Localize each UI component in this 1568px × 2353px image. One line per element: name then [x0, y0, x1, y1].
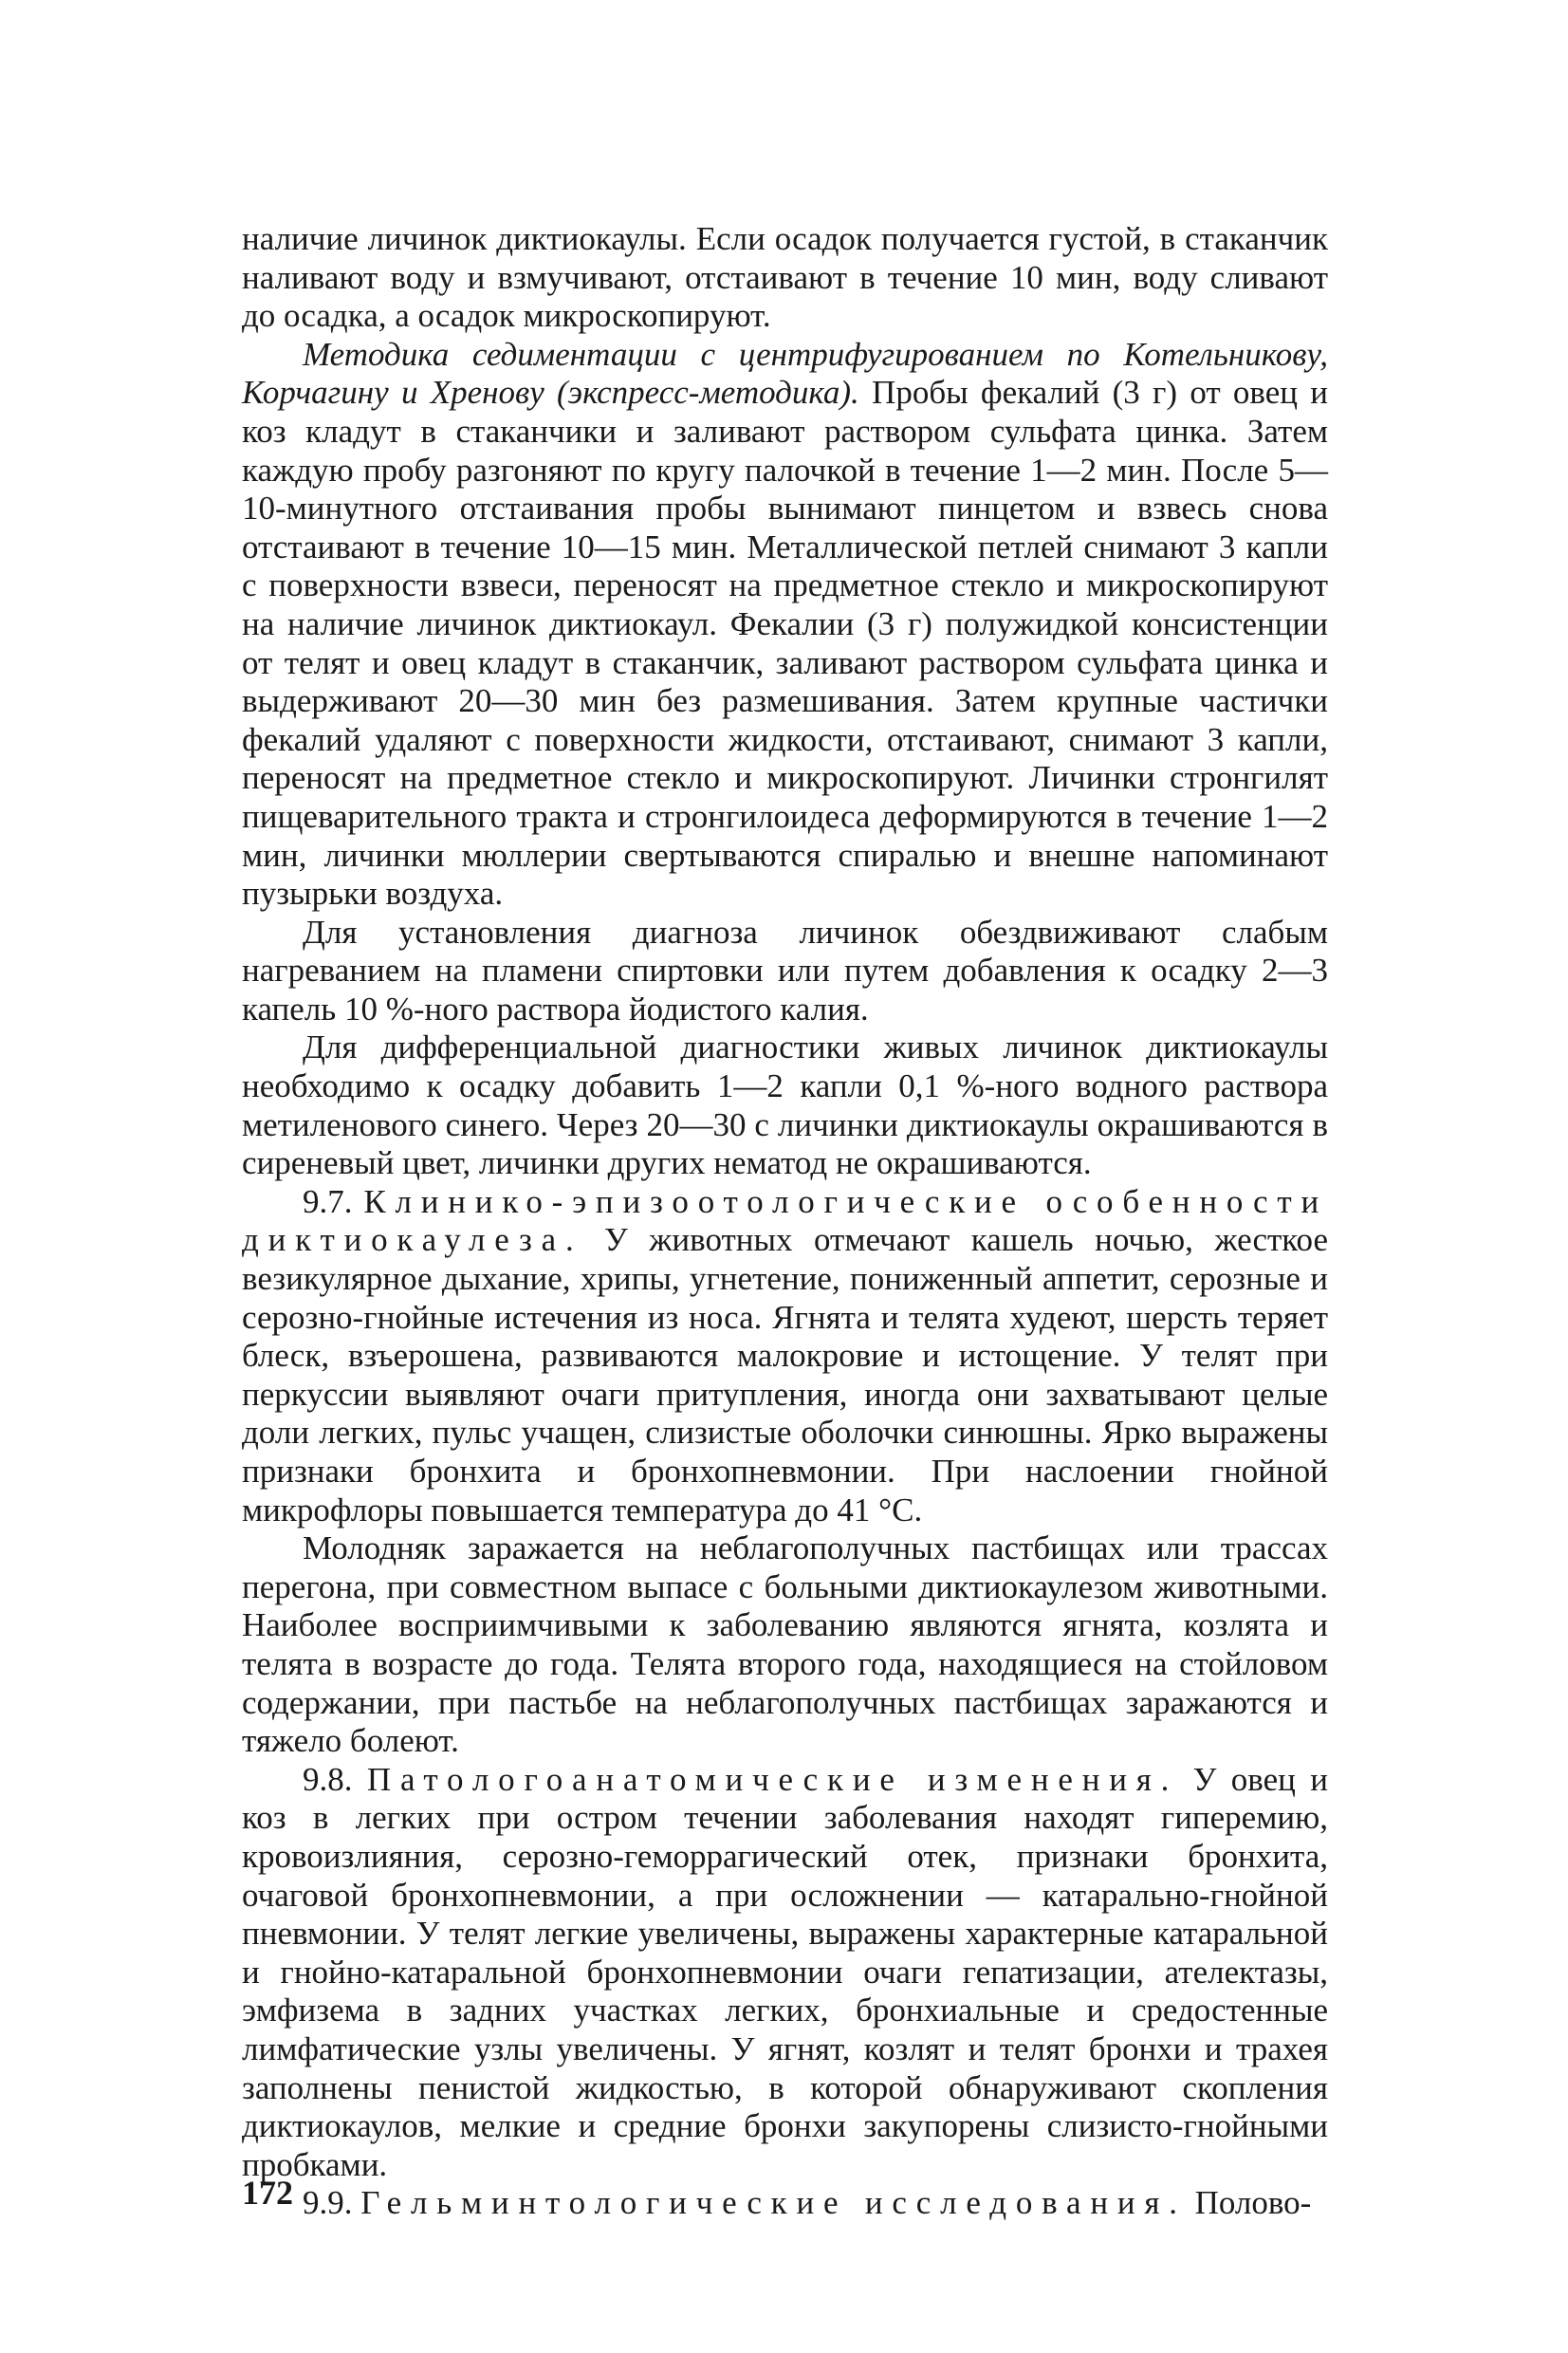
- paragraph-immobilization: Для установления диагноза личинок обездвиживают слабым нагреванием на пламени спиртовки или путем добавления к осадку 2—3 капель 10 %-ного раствора йодистого калия.: [242, 913, 1328, 1028]
- section-9-9-text: Полово-: [1186, 2184, 1312, 2222]
- express-method-text: Пробы фекалий (3 г) от овец и коз кладут в стаканчики и заливают раствором сульфата цинка. Затем каждую пробу разгоняют по кругу палочкой в течение 1—2 мин. После 5—10-минутного отстаивания пробы вынимают пинцетом и взвесь снова отстаивают в течение 10—15 мин. Металлической петлей снимают 3 капли с поверхности взвеси, переносят на предметное стекло и микроскопируют на наличие личинок диктиокаул. Фекалии (3 г) полужидкой консистенции от телят и овец кладут в стаканчик, заливают раствором сульфата цинка и выдерживают 20—30 мин без размешивания. Затем крупные частички фекалий удаляют с поверхности жидкости, отстаивают, снимают 3 капли, переносят на предметное стекло и микроскопируют. Личинки стронгилят пищеварительного тракта и стронгилоидеса деформируются в течение 1—2 мин, личинки мюллерии свертываются спиралью и внешне напоминают пузырьки воздуха.: [242, 374, 1329, 913]
- express-method-heading: Методика седиментации с центрифугированием по Котельникову, Корчагину и Хренову (экспресс-методика).: [242, 335, 1328, 412]
- page-number: 172: [242, 2174, 293, 2212]
- section-9-8-text: У овец и коз в легких при остром течении заболевания находят гиперемию, кровоизлияния, серозно-геморрагический отек, признаки бронхита, очаговой бронхопневмонии, а при осложнении — катарально-гнойной пневмонии. У телят легкие увеличены, выражены характерные катаральной и гнойно-катаральной бронхопневмонии очаги гепатизации, ателектазы, эмфизема в задних участках легких, бронхиальные и средостенные лимфатические узлы увеличены. У ягнят, козлят и телят бронхи и трахея заполнены пенистой жидкостью, в которой обнаруживают скопления диктиокаулов, мелкие и средние бронхи закупорены слизисто-гнойными пробками.: [242, 1760, 1328, 2183]
- section-9-9-number: 9.9.: [303, 2184, 361, 2222]
- section-9-9: [242, 2184, 1328, 2223]
- section-9-8: [242, 1761, 1328, 2185]
- section-9-7-heading: Клинико-эпизоотологические особенности диктиокаулеза.: [242, 1182, 1328, 1259]
- body-text: [242, 220, 1328, 2223]
- section-9-7-text: У животных отмечают кашель ночью, жесткое везикулярное дыхание, хрипы, угнетение, пониженный аппетит, серозные и серозно-гнойные истечения из носа. Ягнята и телята худеют, шерсть теряет блеск, взъерошена, развиваются малокровие и истощение. У телят при перкуссии выявляют очаги притупления, иногда они захватывают целые доли легких, пульс учащен, слизистые оболочки синюшны. Ярко выражены признаки бронхита и бронхопневмонии. При наслоении гнойной микрофлоры повышается температура до 41 °С.: [242, 1221, 1328, 1529]
- paragraph-differential-diagnosis: Для дифференциальной диагностики живых личинок диктиокаулы необходимо к осадку добавить 1—2 капли 0,1 %-ного водного раствора метиленового синего. Через 20—30 с личинки диктиокаулы окрашиваются в сиреневый цвет, личинки других нематод не окрашиваются.: [242, 1028, 1328, 1182]
- paragraph-express-method: [242, 336, 1328, 914]
- section-9-7: [242, 1183, 1328, 1529]
- paragraph-young-animals: Молодняк заражается на неблагополучных пастбищах или трассах перегона, при совместном выпасе с больными диктиокаулезом животными. Наиболее восприимчивыми к заболеванию являются ягнята, козлята и телята в возрасте до года. Телята второго года, находящиеся на стойловом содержании, при пастьбе на неблагополучных пастбищах заражаются и тяжело болеют.: [242, 1529, 1328, 1760]
- section-9-7-number: 9.7.: [303, 1182, 364, 1220]
- section-9-9-heading: Гельминтологические исследования.: [360, 2184, 1187, 2222]
- section-9-8-heading: Патологоанатомические изменения.: [366, 1760, 1179, 1798]
- paragraph-sediment-continuation: наличие личинок диктиокаулы. Если осадок получается густой, в стаканчик наливают воду и взмучивают, отстаивают в течение 10 мин, воду сливают до осадка, а осадок микроскопируют.: [242, 220, 1328, 335]
- section-9-8-number: 9.8.: [303, 1760, 367, 1798]
